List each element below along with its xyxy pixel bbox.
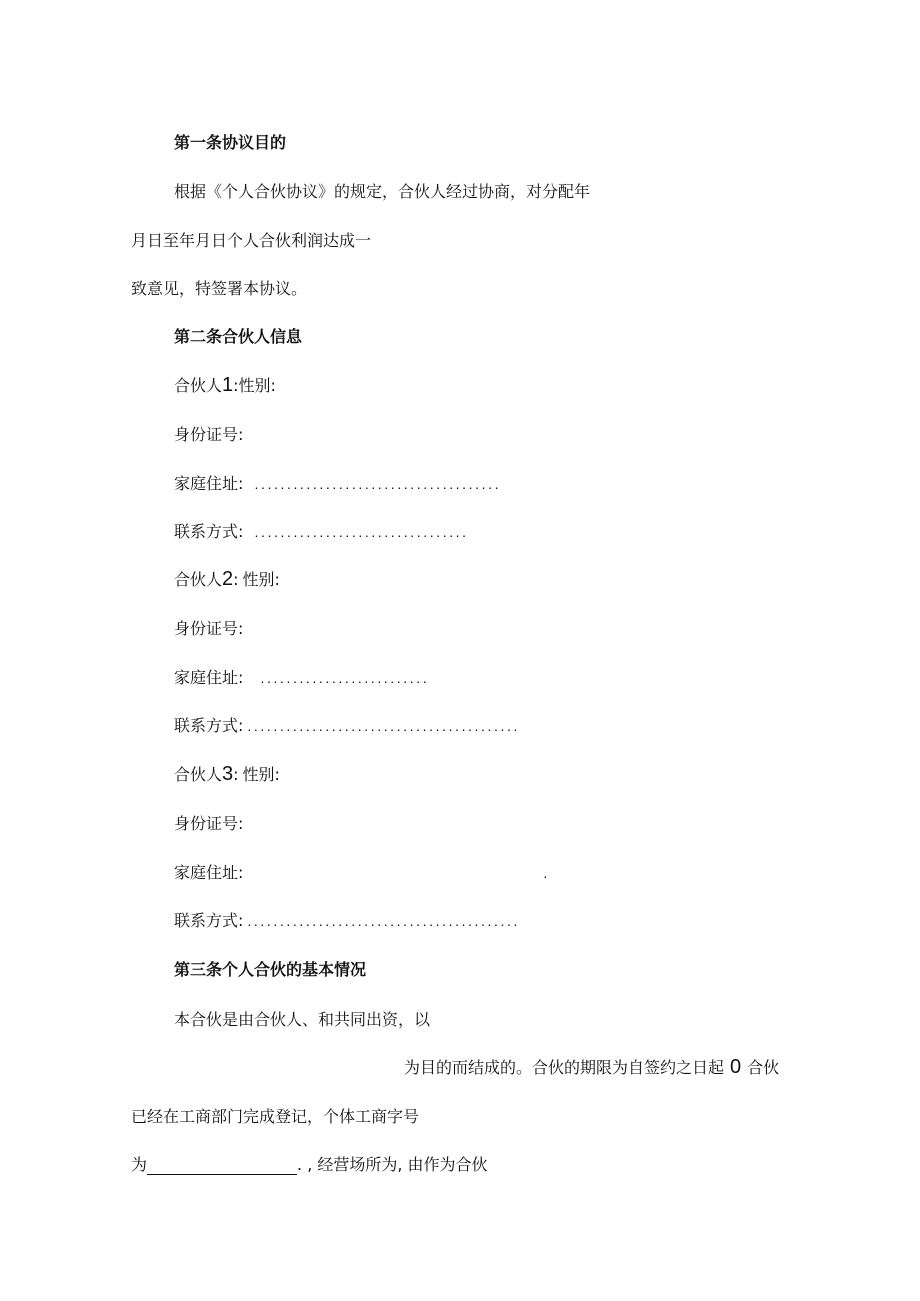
partner-2-id-label: 身份证号: — [174, 619, 244, 638]
partner-number: 3 — [222, 763, 234, 785]
term-number: 0 — [730, 1056, 742, 1078]
partner-2-gender-line — [174, 569, 280, 590]
partner-1-contact-line — [174, 522, 469, 542]
business-place-text: . , 经营场所为, 由作为合伙 — [297, 1155, 488, 1174]
partner-1-gender-line — [174, 375, 276, 396]
partner-label: 合伙人 — [174, 376, 223, 395]
partner-label: 合伙人 — [174, 765, 223, 784]
partner-1-address-line — [174, 474, 501, 494]
partner-3-address-line — [174, 863, 550, 883]
partner-label: 合伙人 — [174, 570, 223, 589]
separator: : — [233, 765, 239, 784]
address-label: 家庭住址: — [174, 863, 244, 882]
separator: : — [233, 570, 239, 589]
partner-3-contact-line — [174, 911, 520, 931]
article-3-paragraph-line-4 — [131, 1155, 488, 1175]
address-label: 家庭住址: — [174, 668, 244, 687]
gender-label: 性别: — [242, 570, 280, 589]
partner-3-gender-line — [174, 764, 280, 785]
contact-label: 联系方式: — [174, 716, 244, 735]
article-2-heading: 第二条合伙人信息 — [174, 327, 303, 346]
address-label: 家庭住址: — [174, 474, 244, 493]
article-1-paragraph-line-3: 致意见，特签署本协议。 — [131, 279, 308, 298]
partner-1-id-label: 身份证号: — [174, 425, 244, 444]
separator: : — [233, 376, 239, 395]
article-1-paragraph-line-2: 月日至年月日个人合伙利润达成一 — [131, 231, 372, 250]
address-fill: . — [543, 865, 550, 881]
address-fill: ...................................... — [254, 476, 502, 492]
purpose-text: 为目的而结成的。合伙的期限为自签约之日起 — [404, 1058, 725, 1077]
contact-fill: ................................. — [254, 524, 469, 540]
contact-label: 联系方式: — [174, 911, 244, 930]
gender-label: 性别: — [242, 765, 280, 784]
article-1-paragraph-line-1: 根据《个人合伙协议》的规定，合伙人经过协商，对分配年 — [174, 182, 591, 201]
contact-label: 联系方式: — [174, 522, 244, 541]
contact-fill: .......................................... — [247, 913, 520, 929]
partner-2-contact-line — [174, 716, 520, 736]
gender-label: 性别: — [238, 376, 276, 395]
contact-fill: .......................................... — [247, 718, 520, 734]
article-3-heading: 第三条个人合伙的基本情况 — [174, 960, 367, 979]
partner-number: 1 — [222, 374, 234, 396]
partner-3-id-label: 身份证号: — [174, 814, 244, 833]
prefix-text: 为 — [131, 1155, 148, 1174]
partnership-text: 合伙 — [747, 1058, 780, 1077]
article-1-heading: 第一条协议目的 — [174, 133, 287, 152]
article-3-paragraph-line-3: 已经在工商部门完成登记，个体工商字号 — [131, 1107, 420, 1126]
registration-number-blank — [147, 1156, 297, 1175]
article-3-paragraph-line-1: 本合伙是由合伙人、和共同出资，以 — [174, 1010, 431, 1029]
partner-number: 2 — [222, 568, 234, 590]
address-fill: .......................... — [260, 670, 430, 686]
partner-2-address-line — [174, 668, 429, 688]
article-3-paragraph-line-2 — [404, 1057, 779, 1078]
